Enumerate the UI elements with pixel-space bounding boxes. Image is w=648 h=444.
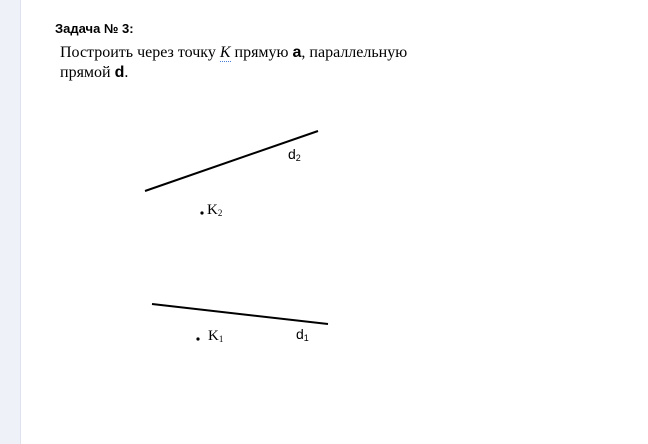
label-k2 — [207, 202, 222, 218]
label-d1-letter: d — [296, 326, 304, 342]
text-fragment: Построить через точку — [60, 44, 220, 61]
label-k2-letter: K — [207, 202, 218, 218]
line-d1 — [152, 304, 328, 324]
task-title: Задача № 3: — [55, 21, 134, 36]
label-k1-subscript: 1 — [218, 334, 224, 344]
label-k1-letter: K — [208, 328, 219, 344]
text-fragment: прямой — [60, 64, 115, 81]
point-k1 — [196, 337, 199, 340]
line-a-name: a — [292, 44, 302, 61]
text-fragment: , параллельную — [301, 44, 408, 61]
point-k2 — [200, 211, 203, 214]
label-d2-subscript: 2 — [295, 153, 301, 163]
point-name: K — [219, 44, 231, 61]
label-d2-letter: d — [288, 146, 296, 162]
text-fragment: прямую — [230, 44, 293, 61]
label-k2-subscript: 2 — [217, 208, 223, 218]
text-fragment: . — [124, 64, 129, 81]
label-d1 — [296, 326, 309, 343]
label-d1-subscript: 1 — [303, 333, 309, 343]
line-d-name: d — [114, 64, 125, 81]
label-k1 — [208, 328, 223, 344]
label-d2 — [288, 146, 301, 163]
